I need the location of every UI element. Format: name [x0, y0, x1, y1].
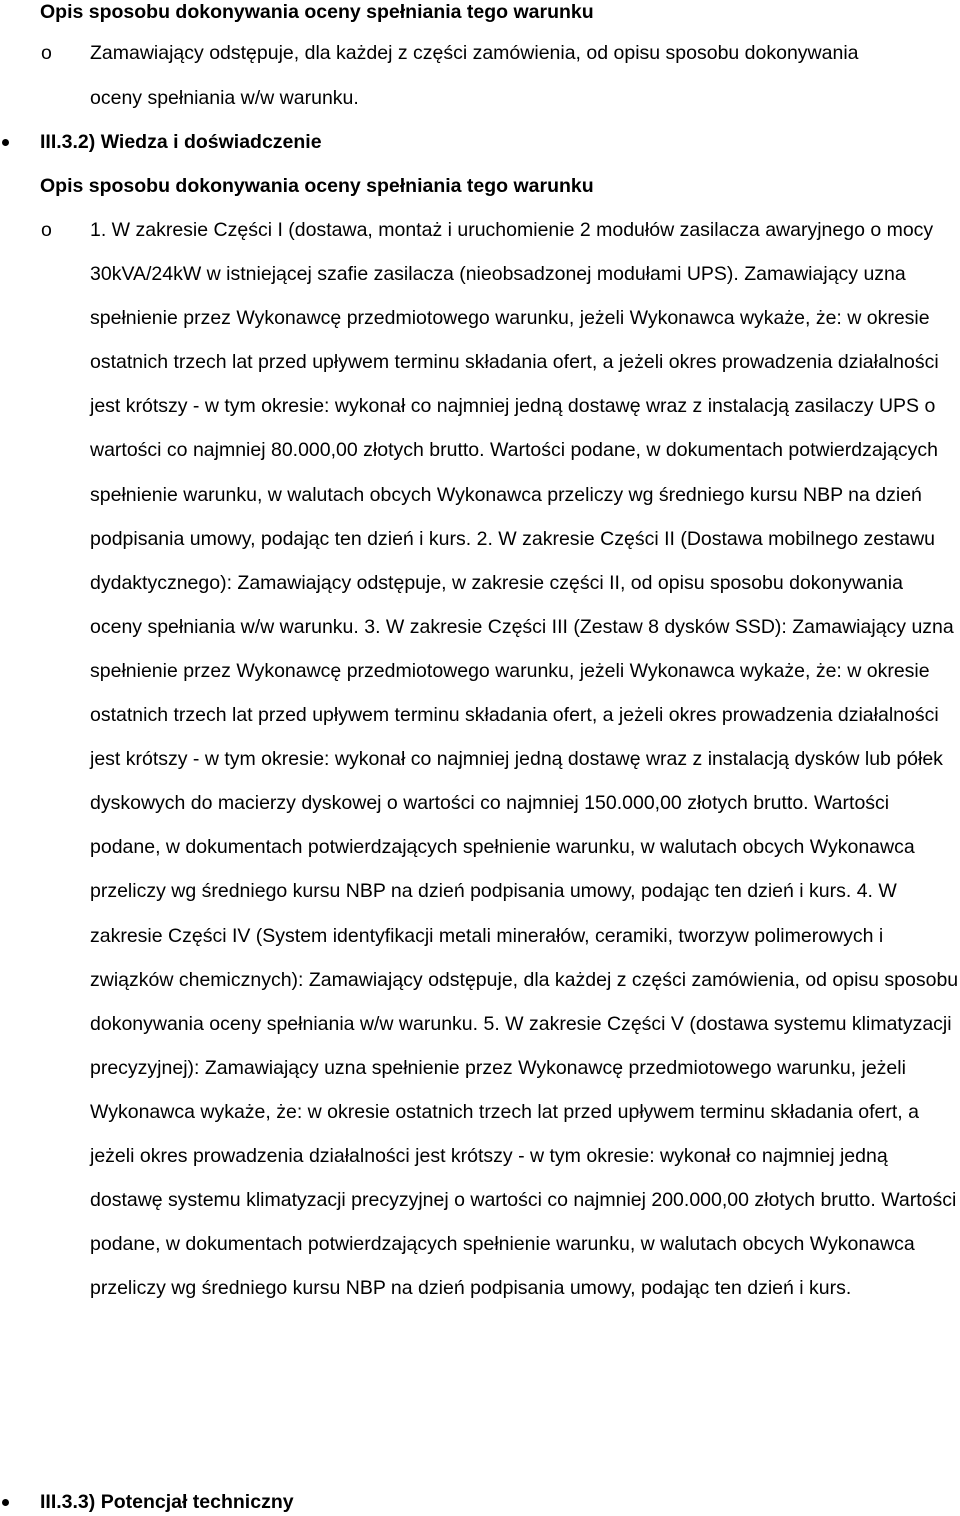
bullet-marker — [2, 139, 9, 146]
sub-bullet-marker: o — [41, 42, 52, 64]
section-subheading-method: Opis sposobu dokonywania oceny spełniania tego warunku — [40, 175, 594, 197]
section-heading-experience: III.3.2) Wiedza i doświadczenie — [40, 131, 322, 153]
item-text-line: oceny spełniania w/w warunku. — [90, 87, 359, 109]
bullet-marker — [2, 1499, 9, 1506]
section-heading-technical: III.3.3) Potencjał techniczny — [40, 1491, 294, 1513]
sub-bullet-marker: o — [41, 219, 52, 241]
section-heading-method: Opis sposobu dokonywania oceny spełniania tego warunku — [40, 1, 594, 23]
item-text-line: Zamawiający odstępuje, dla każdej z części zamówienia, od opisu sposobu dokonywania — [90, 42, 859, 64]
experience-requirements-paragraph: 1. W zakresie Części I (dostawa, montaż i uruchomienie 2 modułów zasilacza awaryjnego o mocy 30kVA/24kW w istniejącej szafie zasilacza (nieobsadzonej modułami UPS). Zamawiający uzna spełnienie przez Wykonawcę przedmiotowego warunku, jeżeli Wykonawca wykaże, że: w okresie ostatnich trzech lat przed upływem terminu składania ofert, a jeżeli okres prowadzenia działalności jest krótszy - w tym okresie: wykonał co najmniej jedną dostawę wraz z instalacją zasilaczy UPS o wartości co najmniej 80.000,00 złotych brutto. Wartości podane, w dokumentach potwierdzających spełnienie warunku, w walutach obcych Wykonawca przeliczy wg średniego kursu NBP na dzień podpisania umowy, podając ten dzień i kurs. 2. W zakresie Części II (Dostawa mobilnego zestawu dydaktycznego): Zamawiający odstępuje, w zakresie części II, od opisu sposobu dokonywania oceny spełniania w/w warunku. 3. W zakresie Części III (Zestaw 8 dysków SSD): Zamawiający uzna spełnienie przez Wykonawcę przedmiotowego warunku, jeżeli Wykonawca wykaże, że: w okresie ostatnich trzech lat przed upływem terminu składania ofert, a jeżeli okres prowadzenia działalności jest krótszy - w tym okresie: wykonał co najmniej jedną dostawę wraz z instalacją dysków lub półek dyskowych do macierzy dyskowej o wartości co najmniej 150.000,00 złotych brutto. Wartości podane, w dokumentach potwierdzających spełnienie warunku, w walutach obcych Wykonawca przeliczy wg średniego kursu NBP na dzień podpisania umowy, podając ten dzień i kurs. 4. W zakresie Części IV (System identyfikacji metali minerałów, ceramiki, tworzyw polimerowych i związków chemicznych): Zamawiający odstępuje, dla każdej z części zamówienia, od opisu sposobu dokonywania oceny spełniania w/w warunku. 5. W zakresie Części V (dostawa systemu klimatyzacji precyzyjnej): Zamawiający uzna spełnienie przez Wykonawcę przedmiotowego warunku, jeżeli Wykonawca wykaże, że: w okresie ostatnich trzech lat przed upływem terminu składania ofert, a jeżeli okres prowadzenia działalności jest krótszy - w tym okresie: wykonał co najmniej jedną dostawę systemu klimatyzacji precyzyjnej o wartości co najmniej 200.000,00 złotych brutto. Wartości podane, w dokumentach potwierdzających spełnienie warunku, w walutach obcych Wykonawca przeliczy wg średniego kursu NBP na dzień podpisania umowy, podając ten dzień i kurs. — [90, 219, 959, 1300]
